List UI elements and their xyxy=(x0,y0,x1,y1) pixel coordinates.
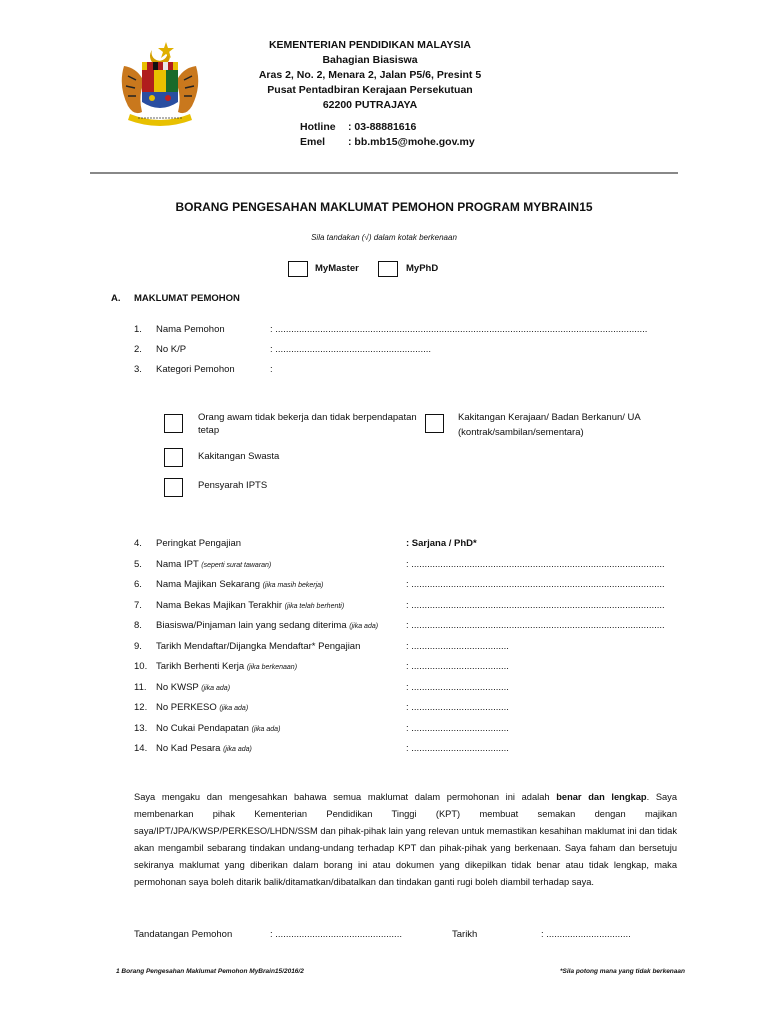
field-row xyxy=(134,743,252,757)
signature-field[interactable]: : ................................................ xyxy=(270,929,402,940)
field-input[interactable]: : ..................................... xyxy=(406,641,509,652)
applicant-name-field[interactable]: : ............................................................................................................................................. xyxy=(270,324,648,335)
field-label: Nama Bekas Majikan Terakhir xyxy=(156,600,283,611)
field-input[interactable]: : ................................................................................................ xyxy=(406,579,665,590)
field-label: Biasiswa/Pinjaman lain yang sedang diterima xyxy=(156,620,347,631)
field-label: No KWSP xyxy=(156,682,199,693)
field-row xyxy=(134,641,360,655)
field-number: 5. xyxy=(134,559,142,570)
field-row xyxy=(134,579,323,593)
myphd-checkbox[interactable] xyxy=(378,261,398,277)
field-number: 4. xyxy=(134,538,142,549)
category-government-label: Kakitangan Kerajaan/ Badan Berkanun/ UA (kontrak/sambilan/sementara) xyxy=(458,412,641,438)
contact-block xyxy=(300,120,475,150)
email-label: Emel xyxy=(300,136,326,148)
field-note: (jika ada) xyxy=(201,685,231,692)
email-value: : bb.mb15@mohe.gov.my xyxy=(348,136,475,148)
signature-label: Tandatangan Pemohon xyxy=(134,929,233,940)
field-input[interactable]: : ..................................... xyxy=(406,743,509,754)
field-label: No K/P xyxy=(156,344,187,355)
field-number: 11. xyxy=(134,682,147,693)
field-note: (jika ada) xyxy=(251,726,281,733)
field-label: Tarikh Mendaftar/Dijangka Mendaftar* Pengajian xyxy=(156,641,361,652)
section-title: MAKLUMAT PEMOHON xyxy=(134,293,240,304)
field-row xyxy=(134,682,230,696)
field-input[interactable]: : ................................................................................................ xyxy=(406,620,665,631)
field-row xyxy=(134,620,378,634)
field-number: 8. xyxy=(134,620,142,631)
field-row xyxy=(134,559,271,573)
field-label: Tarikh Berhenti Kerja xyxy=(156,661,245,672)
field-note: (jika ada) xyxy=(223,746,252,753)
study-level-value: : Sarjana / PhD* xyxy=(406,538,477,549)
field-label: No PERKESO xyxy=(156,702,217,713)
category-colon: : xyxy=(270,364,273,375)
ministry-name: KEMENTERIAN PENDIDIKAN MALAYSIA xyxy=(268,39,472,51)
field-note: (jika telah berhenti) xyxy=(284,603,345,610)
field-label: No Cukai Pendapatan xyxy=(156,723,249,734)
declaration-text: Saya mengaku dan mengesahkan bahawa semua maklumat dalam permohonan ini adalah benar dan lengkap. Saya membenarkan pihak Kementerian Pendidikan Tinggi (KPT) membuat semakan dengan majikan saya/IPT/JPA/KWSP/PERKESO/LHDN/SSM dan pihak-pihak lain yang relevan untuk memastikan kesahihan maklumat ini dan tidak akan mengambil sebarang tindakan undang-undang terhadap KPT dan pihak-pihak yang berkenaan. Saya faham dan bersetuju sekiranya maklumat yang diberikan dalam borang ini atau dokumen yang dikepilkan tidak benar atau tidak lengkap, maka permohonan saya boleh ditarik balik/ditamatkan/dibatalkan dan tindakan ganti rugi boleh diambil terhadap saya. xyxy=(134,792,678,887)
field-input[interactable]: : ..................................... xyxy=(406,702,509,713)
field-label: Nama Majikan Sekarang xyxy=(156,579,261,590)
category-lecturer-label: Pensyarah IPTS xyxy=(198,480,268,491)
field-label: Nama Pemohon xyxy=(156,324,225,335)
address-line-3: 62200 PUTRAJAYA xyxy=(322,99,418,111)
field-row xyxy=(134,702,248,716)
ic-number-field[interactable]: : ........................................................... xyxy=(270,344,432,355)
field-row xyxy=(134,661,297,675)
field-note: (jika ada) xyxy=(349,623,379,630)
category-government-checkbox[interactable] xyxy=(425,414,444,433)
field-number: 14. xyxy=(134,743,148,754)
field-input[interactable]: : ................................................................................................ xyxy=(406,600,665,611)
category-unemployed-label: Orang awam tidak bekerja dan tidak berpendapatan tetap xyxy=(198,412,417,436)
category-private-label: Kakitangan Swasta xyxy=(198,451,280,462)
field-row xyxy=(134,538,241,552)
field-input[interactable]: : ................................................................................................ xyxy=(406,559,665,570)
field-label: Peringkat Pengajian xyxy=(156,538,242,549)
field-number: 9. xyxy=(134,641,142,652)
hotline-label: Hotline xyxy=(300,121,336,133)
myphd-label: MyPhD xyxy=(406,263,439,274)
address-line-2: Pusat Pentadbiran Kerajaan Persekutuan xyxy=(267,84,473,96)
field-number: 10. xyxy=(134,661,148,672)
field-input[interactable]: : ..................................... xyxy=(406,661,509,672)
ministry-header xyxy=(190,38,550,113)
field-row: 2. No K/P xyxy=(134,344,187,355)
category-lecturer-checkbox[interactable] xyxy=(164,478,183,497)
field-input[interactable]: : ..................................... xyxy=(406,682,509,693)
field-row xyxy=(134,723,280,737)
field-label: No Kad Pesara xyxy=(156,743,221,754)
field-note: (jika berkenaan) xyxy=(246,664,298,671)
section-letter: A. xyxy=(111,293,121,304)
field-row xyxy=(134,600,344,614)
form-title: BORANG PENGESAHAN MAKLUMAT PEMOHON PROGRAM MYBRAIN15 xyxy=(175,200,593,214)
division-name: Bahagian Biasiswa xyxy=(322,54,418,66)
field-input[interactable]: : ..................................... xyxy=(406,723,509,734)
field-number: 13. xyxy=(134,723,148,734)
hotline-value: : 03-88881616 xyxy=(348,121,417,133)
field-number: 12. xyxy=(134,702,148,713)
footer-form-code: 1 Borang Pengesahan Maklumat Pemohon MyBrain15/2016/2 xyxy=(116,968,304,975)
field-label: Nama IPT xyxy=(156,559,199,570)
field-row: 3. Kategori Pemohon xyxy=(134,364,235,375)
category-unemployed-checkbox[interactable] xyxy=(164,414,183,433)
form-instruction: Sila tandakan (√) dalam kotak berkenaan xyxy=(311,233,457,242)
category-private-checkbox[interactable] xyxy=(164,448,183,467)
mymaster-checkbox[interactable] xyxy=(288,261,308,277)
declaration-bold: benar dan lengkap xyxy=(556,792,647,802)
field-number: 6. xyxy=(134,579,142,590)
field-note: (jika ada) xyxy=(219,705,249,712)
footer-note: *Sila potong mana yang tidak berkenaan xyxy=(560,968,685,975)
field-number: 7. xyxy=(134,600,142,611)
field-note: (seperti surat tawaran) xyxy=(201,562,272,569)
date-label: Tarikh xyxy=(452,929,478,940)
field-label: Kategori Pemohon xyxy=(156,364,235,375)
date-field[interactable]: : ................................ xyxy=(541,929,631,940)
field-note: (jika masih bekerja) xyxy=(262,582,324,589)
mymaster-label: MyMaster xyxy=(315,263,359,274)
header-divider xyxy=(90,172,678,174)
address-line-1: Aras 2, No. 2, Menara 2, Jalan P5/6, Presint 5 xyxy=(258,69,482,81)
field-row: 1. Nama Pemohon xyxy=(134,324,225,335)
